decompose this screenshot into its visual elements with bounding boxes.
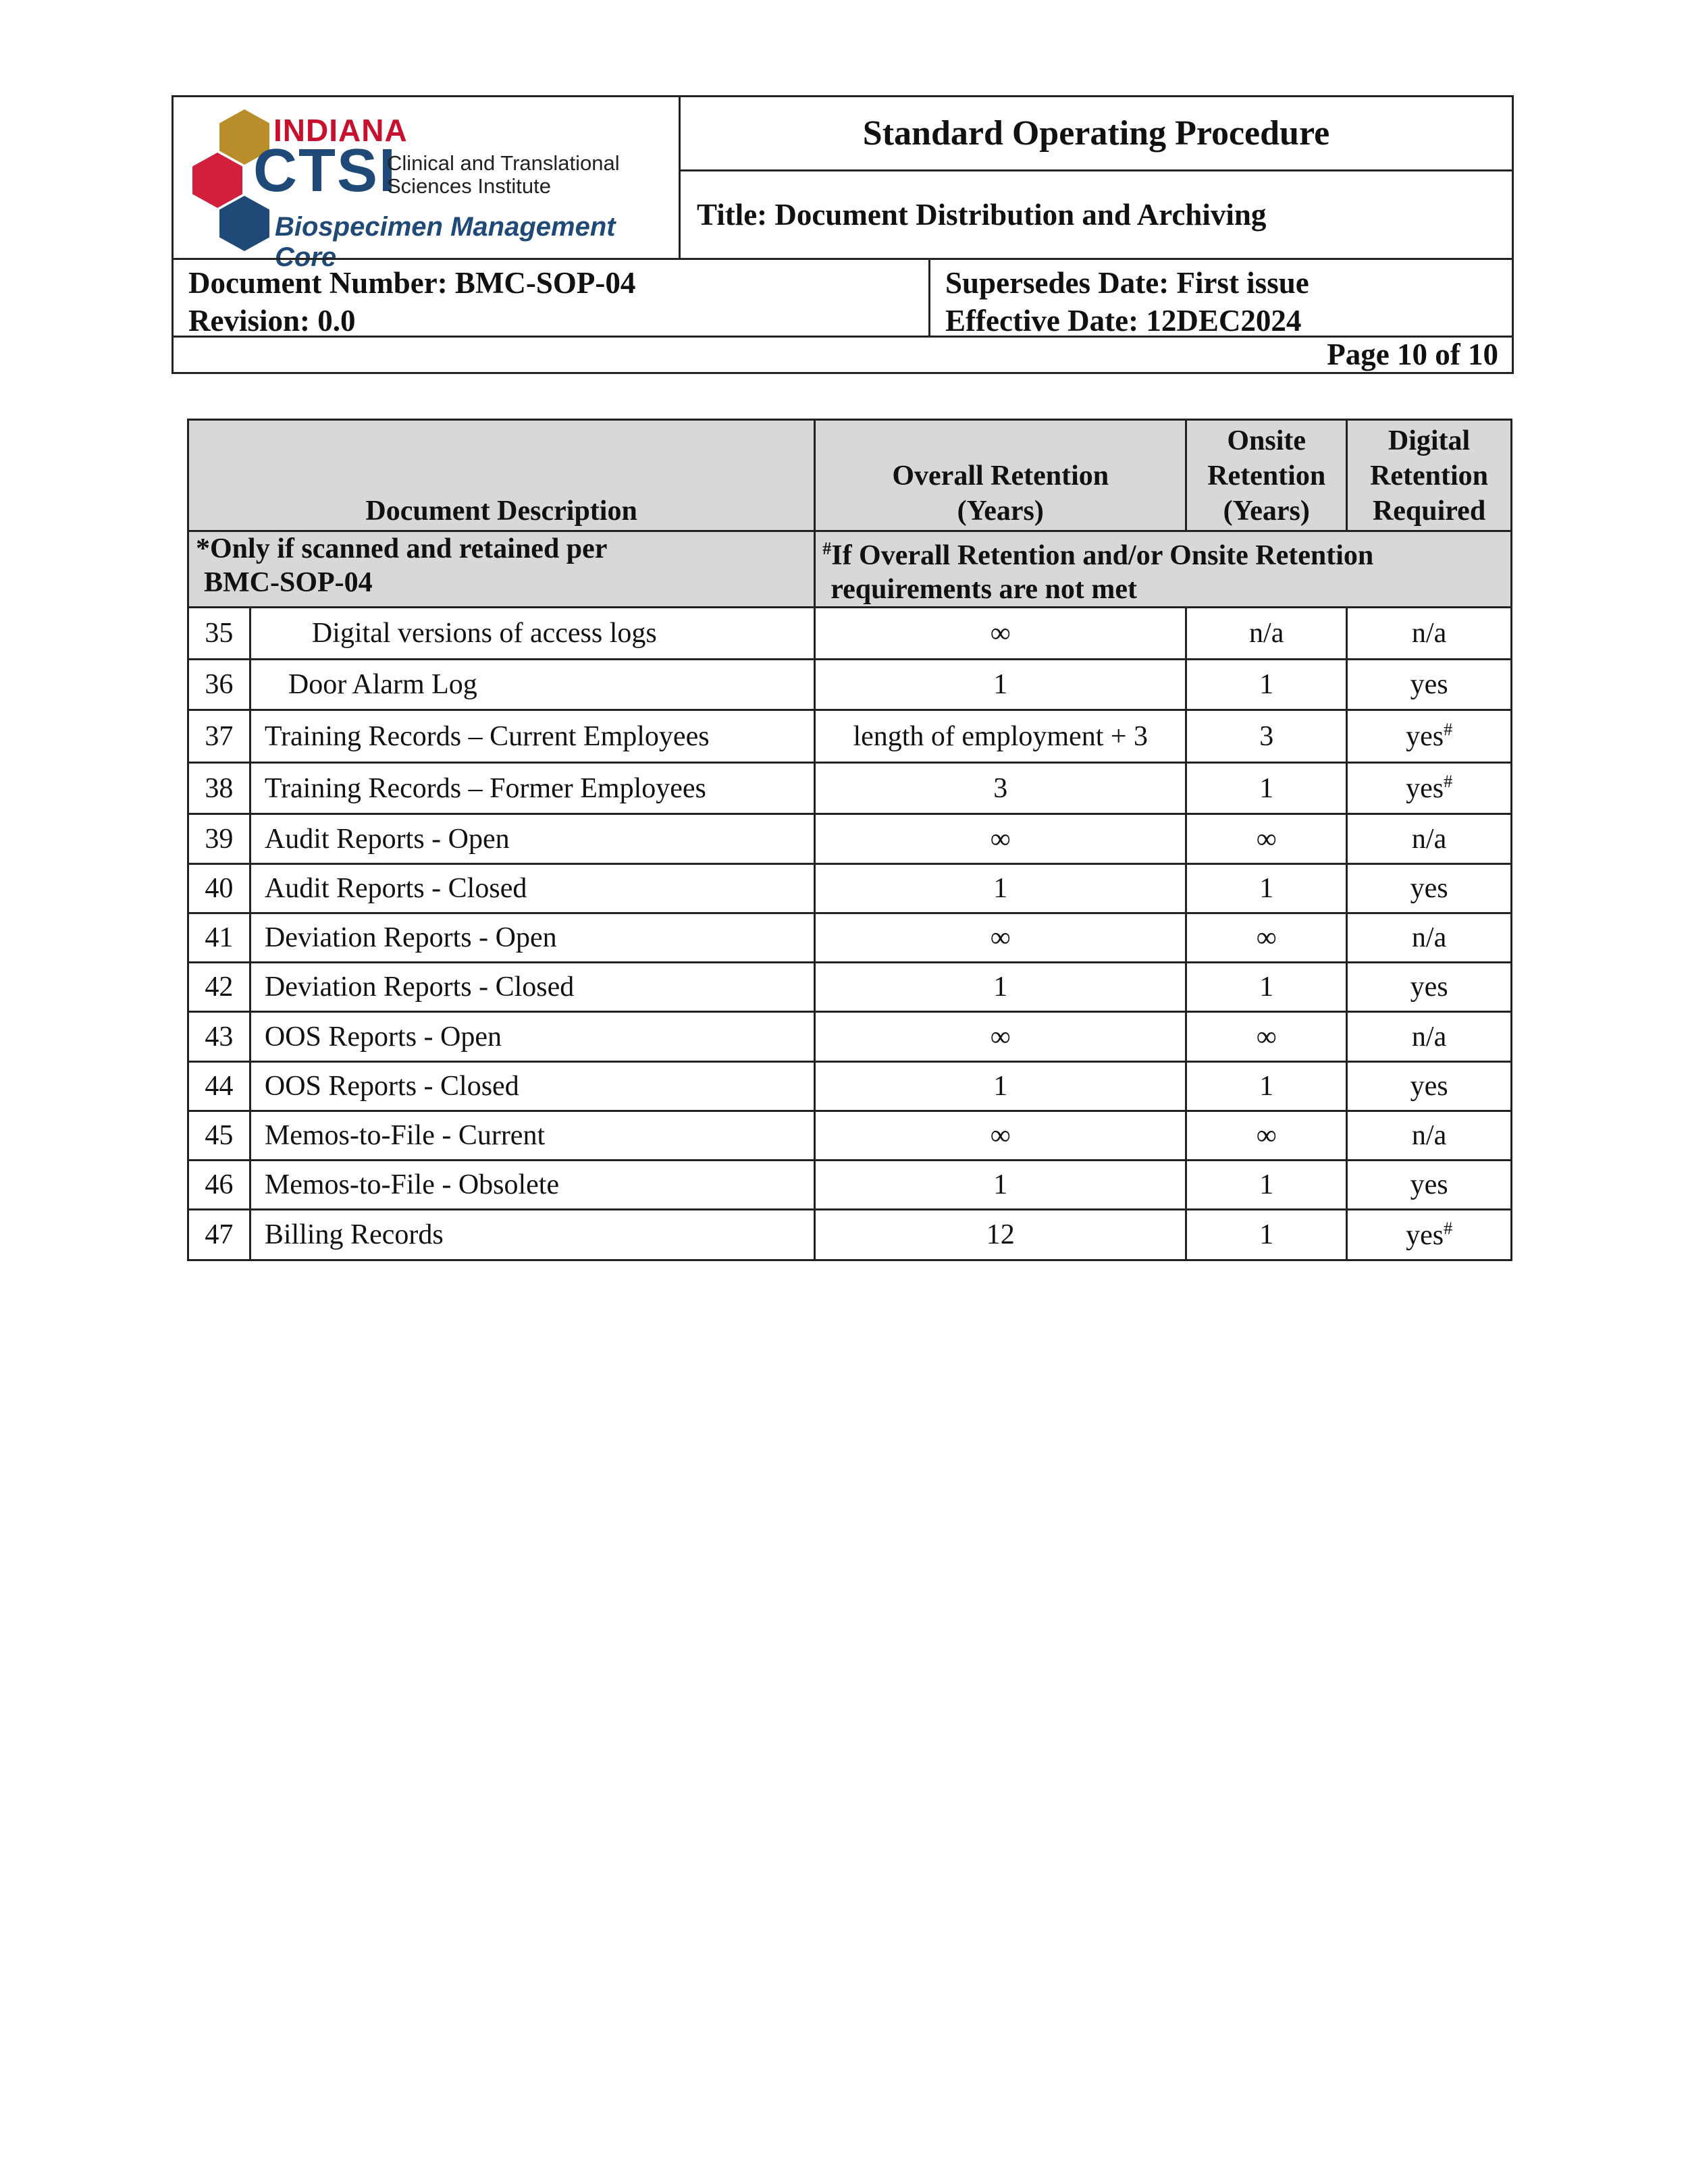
table-row [188,710,1512,763]
row-overall-retention: ∞ [815,913,1186,963]
table-row [188,1062,1512,1111]
digital-value: n/a [1411,1120,1447,1151]
row-description: Training Records – Former Employees [250,763,814,814]
row-onsite-retention: 1 [1186,864,1347,913]
logo-indiana-text: INDIANA [273,113,408,148]
document-info-row [174,258,1512,338]
effective-date: Effective Date: 12DEC2024 [945,304,1302,338]
row-overall-retention: ∞ [815,814,1186,864]
header-overall-retention: Overall Retention (Years) [815,420,1186,531]
digital-value: yes [1406,721,1444,752]
logo-subtitle-line1: Clinical and Translational [387,151,620,175]
row-overall-retention: 3 [815,763,1186,814]
row-number: 45 [188,1111,250,1161]
row-overall-retention: ∞ [815,1111,1186,1161]
row-description: Memos-to-File - Obsolete [250,1161,814,1210]
row-description: Door Alarm Log [250,660,814,710]
row-onsite-retention: 1 [1186,1161,1347,1210]
retention-table [187,419,1512,1261]
row-onsite-retention: ∞ [1186,814,1347,864]
digital-value: yes [1410,873,1448,904]
row-onsite-retention: ∞ [1186,1012,1347,1062]
row-number: 35 [188,608,250,660]
row-number: 39 [188,814,250,864]
table-row [188,963,1512,1012]
digital-value: yes [1410,971,1448,1003]
logo-cell [174,97,681,272]
row-onsite-retention: 1 [1186,1210,1347,1260]
header-onsite-retention: Onsite Retention (Years) [1186,420,1347,531]
row-onsite-retention: ∞ [1186,1111,1347,1161]
sop-heading: Standard Operating Procedure [681,97,1512,171]
row-overall-retention: length of employment + 3 [815,710,1186,763]
row-overall-retention: ∞ [815,1012,1186,1062]
digital-value: n/a [1411,618,1447,649]
row-onsite-retention: 3 [1186,710,1347,763]
digital-value: n/a [1411,823,1447,855]
row-number: 44 [188,1062,250,1111]
table-row [188,608,1512,660]
row-number: 36 [188,660,250,710]
row-onsite-retention: 1 [1186,660,1347,710]
row-digital-retention [1347,763,1512,814]
table-row [188,763,1512,814]
note-scanned: *Only if scanned and retained per BMC-SOP-04 [188,531,815,608]
digital-value: yes [1410,1071,1448,1102]
logo-ctsi-text: CTSI [253,137,398,205]
table-row [188,1161,1512,1210]
supersedes-date: Supersedes Date: First issue [945,266,1309,300]
digital-value: yes [1406,1219,1444,1251]
row-description: Deviation Reports - Open [250,913,814,963]
row-number: 38 [188,763,250,814]
footnote-mark: # [1444,772,1453,791]
row-number: 37 [188,710,250,763]
document-number-cell [174,260,930,336]
row-digital-retention [1347,913,1512,963]
table-row [188,814,1512,864]
document-header [172,95,1514,374]
row-digital-retention [1347,1062,1512,1111]
row-onsite-retention: 1 [1186,763,1347,814]
row-digital-retention [1347,660,1512,710]
row-digital-retention [1347,1012,1512,1062]
row-onsite-retention: 1 [1186,1062,1347,1111]
digital-value: n/a [1411,1021,1447,1053]
row-digital-retention [1347,1161,1512,1210]
document-number: Document Number: BMC-SOP-04 [188,266,636,300]
row-digital-retention [1347,1210,1512,1260]
header-digital-retention: Digital Retention Required [1347,420,1512,531]
row-digital-retention [1347,608,1512,660]
row-number: 43 [188,1012,250,1062]
row-description: OOS Reports - Closed [250,1062,814,1111]
row-description: Training Records – Current Employees [250,710,814,763]
row-number: 47 [188,1210,250,1260]
table-header-row [188,420,1512,531]
row-overall-retention: 1 [815,1062,1186,1111]
table-row [188,913,1512,963]
footnote-mark: # [1444,720,1453,739]
row-digital-retention [1347,814,1512,864]
row-overall-retention: 1 [815,1161,1186,1210]
row-description: Memos-to-File - Current [250,1111,814,1161]
row-number: 42 [188,963,250,1012]
table-row [188,1111,1512,1161]
logo-core-name: Biospecimen Management Core [275,212,616,272]
row-overall-retention: 1 [815,660,1186,710]
row-number: 46 [188,1161,250,1210]
row-number: 41 [188,913,250,963]
row-digital-retention [1347,963,1512,1012]
table-row [188,864,1512,913]
row-overall-retention: 1 [815,963,1186,1012]
document-title: Title: Document Distribution and Archiving [697,198,1267,232]
row-digital-retention [1347,864,1512,913]
row-description: Billing Records [250,1210,814,1260]
row-description: Audit Reports - Closed [250,864,814,913]
digital-value: yes [1406,773,1444,804]
digital-value: n/a [1411,922,1447,953]
row-onsite-retention: 1 [1186,963,1347,1012]
footnote-mark: # [1444,1218,1453,1238]
header-document-description: Document Description [188,420,815,531]
row-description: Digital versions of access logs [250,608,814,660]
row-description: Deviation Reports - Closed [250,963,814,1012]
row-onsite-retention: n/a [1186,608,1347,660]
digital-value: yes [1410,1169,1448,1200]
page-number: Page 10 of 10 [1327,338,1498,371]
row-overall-retention: 1 [815,864,1186,913]
row-digital-retention [1347,710,1512,763]
table-note-row [188,531,1512,608]
logo-subtitle-line2: Sciences Institute [387,174,551,198]
row-digital-retention [1347,1111,1512,1161]
row-overall-retention: 12 [815,1210,1186,1260]
dates-cell [930,260,1512,336]
row-description: Audit Reports - Open [250,814,814,864]
row-overall-retention: ∞ [815,608,1186,660]
table-row [188,1012,1512,1062]
row-number: 40 [188,864,250,913]
table-row [188,1210,1512,1260]
row-onsite-retention: ∞ [1186,913,1347,963]
table-row [188,660,1512,710]
red-hexagon-icon [192,153,242,208]
row-description: OOS Reports - Open [250,1012,814,1062]
table-body [188,608,1512,1260]
digital-value: yes [1410,669,1448,700]
note-retention-requirements: #If Overall Retention and/or Onsite Retention requirements are not met [815,531,1512,608]
revision: Revision: 0.0 [188,304,356,338]
